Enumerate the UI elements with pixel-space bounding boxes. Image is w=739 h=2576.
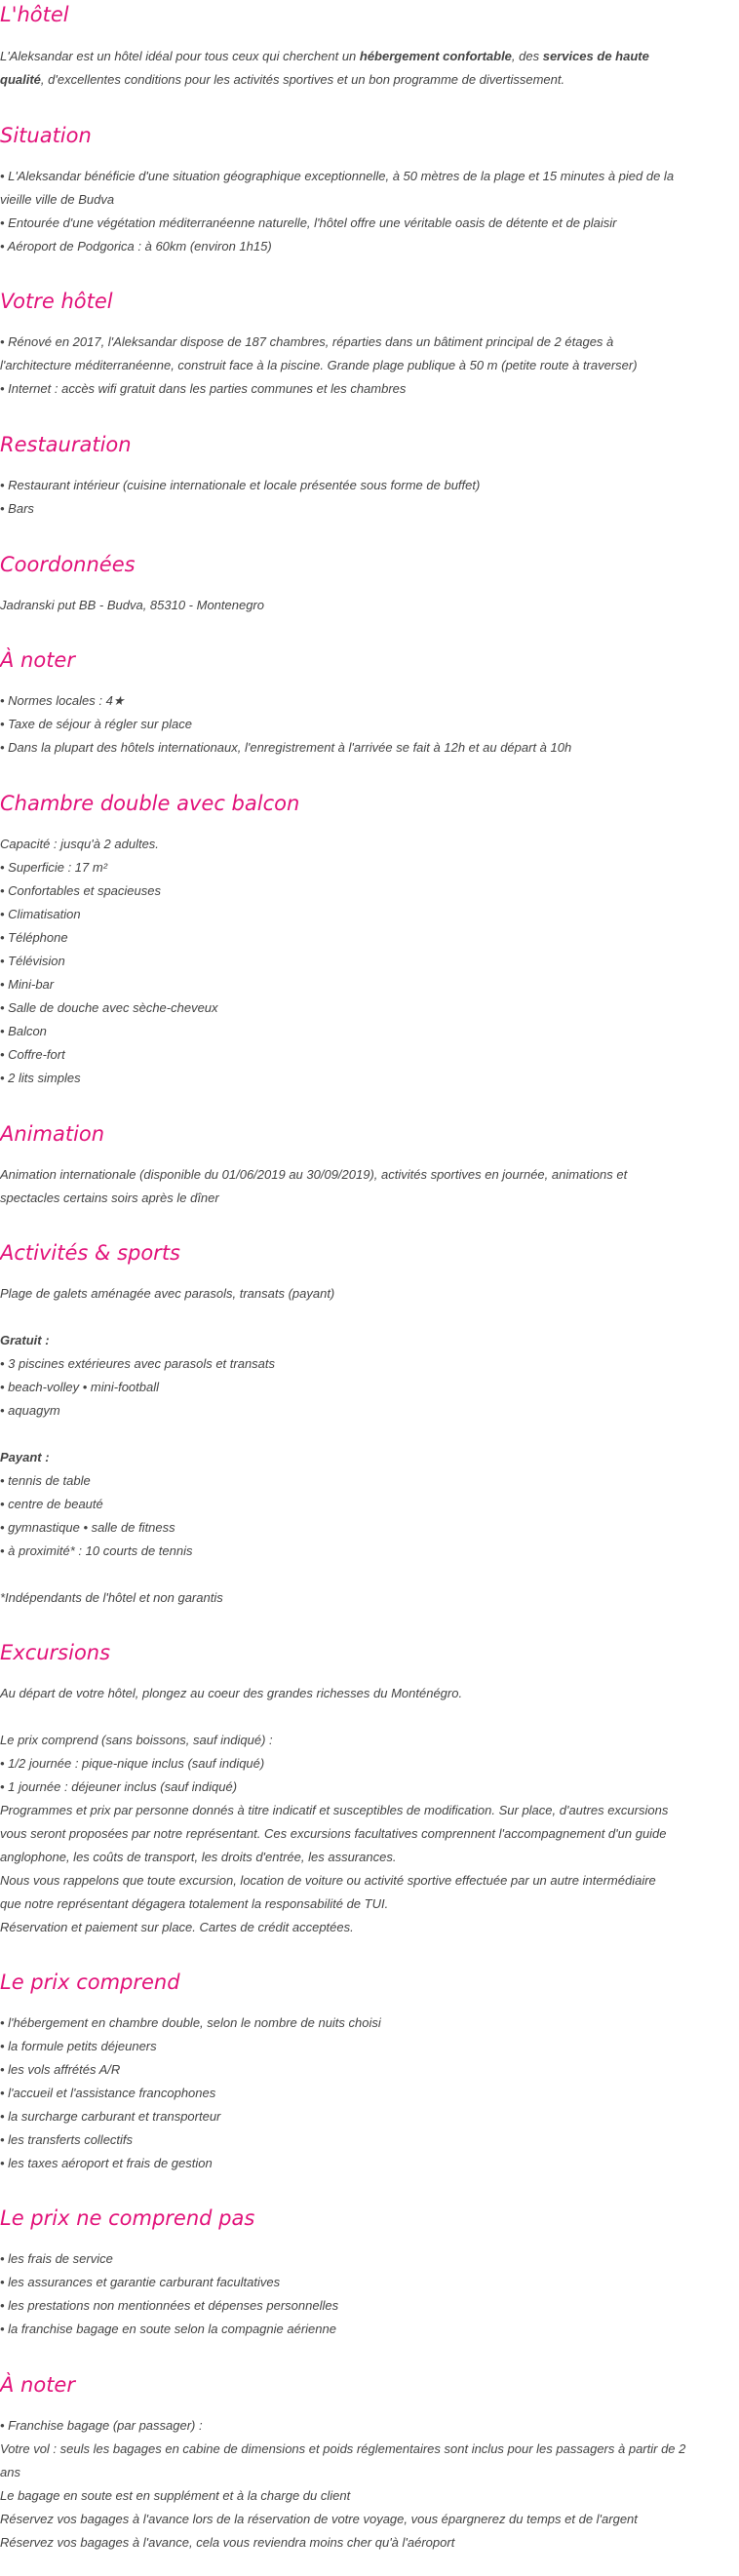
chambre-line: • Balcon xyxy=(0,1024,47,1038)
chambre-line: • Télévision xyxy=(0,954,65,968)
hotel-intro-line-2: qualité, d'excellentes conditions pour les activités sportives et un bon programme de divertissement. xyxy=(0,72,565,87)
excursions-line: vous seront proposées par notre représentant. Ces excursions facultatives comprennent l'accompagnement d'un guide xyxy=(0,1826,667,1841)
section-title-prix-ne-comprend: Le prix ne comprend pas xyxy=(0,2206,255,2230)
hotel-intro-line-1: L'Aleksandar est un hôtel idéal pour tous ceux qui cherchent un hébergement confortable, des services de haute xyxy=(0,49,649,63)
section-title-prix-comprend: Le prix comprend xyxy=(0,1971,180,1994)
prix-ne-comprend-item: • les assurances et garantie carburant facultatives xyxy=(0,2275,281,2289)
prix-ne-comprend-item: • les prestations non mentionnées et dépenses personnelles xyxy=(0,2298,339,2313)
section-title-situation: Situation xyxy=(0,124,92,147)
votre-hotel-line: l'architecture méditerranéenne, construit face à la piscine. Grande plage publique à 50 m (petite route à traverser) xyxy=(0,358,638,372)
a-noter-line: • Dans la plupart des hôtels internationaux, l'enregistrement à l'arrivée se fait à 12h et au départ à 10h xyxy=(0,740,572,755)
prix-comprend-item: • la surcharge carburant et transporteur xyxy=(0,2109,221,2124)
bagage-line: • Franchise bagage (par passager) : xyxy=(0,2418,203,2433)
activites-gratuit-item: • beach-volley • mini-football xyxy=(0,1380,160,1394)
animation-line: spectacles certains soirs après le dîner xyxy=(0,1190,219,1205)
bagage-line: Le bagage en soute est en supplément et à la charge du client xyxy=(0,2488,351,2503)
section-title-a-noter-bagage: À noter xyxy=(0,2373,75,2397)
section-title-restauration: Restauration xyxy=(0,433,132,456)
activites-payant-item: • tennis de table xyxy=(0,1473,91,1488)
activites-gratuit-item: • 3 piscines extérieures avec parasols et transats xyxy=(0,1356,276,1371)
excursions-intro: Au départ de votre hôtel, plongez au coeur des grandes richesses du Monténégro. xyxy=(0,1686,463,1700)
bagage-line: Réservez vos bagages à l'avance, cela vous reviendra moins cher qu'à l'aéroport xyxy=(0,2535,455,2550)
excursions-line: Programmes et prix par personne donnés à titre indicatif et susceptibles de modification. Sur place, d'autres excursions xyxy=(0,1803,669,1817)
chambre-line: • Superficie : 17 m² xyxy=(0,860,108,875)
excursions-line: Nous vous rappelons que toute excursion, location de voiture ou activité sportive effectuée par un autre intermédiaire xyxy=(0,1873,656,1888)
restauration-line: • Restaurant intérieur (cuisine internationale et locale présentée sous forme de buffet) xyxy=(0,478,481,492)
chambre-line: • Mini-bar xyxy=(0,977,55,992)
section-title-excursions: Excursions xyxy=(0,1641,111,1664)
restauration-line: • Bars xyxy=(0,501,34,516)
prix-comprend-item: • les transferts collectifs xyxy=(0,2132,134,2147)
situation-line: • Aéroport de Podgorica : à 60km (environ 1h15) xyxy=(0,239,272,254)
prix-ne-comprend-item: • les frais de service xyxy=(0,2251,113,2266)
votre-hotel-line: • Rénové en 2017, l'Aleksandar dispose de 187 chambres, réparties dans un bâtiment principal de 2 étages à xyxy=(0,334,614,349)
section-title-hotel: L'hôtel xyxy=(0,3,69,26)
activites-footnote: *Indépendants de l'hôtel et non garantis xyxy=(0,1590,223,1605)
prix-comprend-item: • l'hébergement en chambre double, selon le nombre de nuits choisi xyxy=(0,2015,381,2030)
chambre-line: • Téléphone xyxy=(0,930,68,945)
bagage-line: Votre vol : seuls les bagages en cabine de dimensions et poids réglementaires sont inclus pour les passagers à partir de 2 xyxy=(0,2441,686,2456)
prix-comprend-item: • l'accueil et l'assistance francophones xyxy=(0,2086,216,2100)
a-noter-line: • Normes locales : 4★ xyxy=(0,693,125,708)
activites-intro: Plage de galets aménagée avec parasols, transats (payant) xyxy=(0,1286,335,1301)
chambre-line: • Salle de douche avec sèche-cheveux xyxy=(0,1000,218,1015)
activites-payant-label: Payant : xyxy=(0,1450,50,1464)
excursions-line: Le prix comprend (sans boissons, sauf indiqué) : xyxy=(0,1733,273,1747)
excursions-line: • 1 journée : déjeuner inclus (sauf indiqué) xyxy=(0,1779,238,1794)
prix-comprend-item: • les taxes aéroport et frais de gestion xyxy=(0,2156,213,2170)
a-noter-line: • Taxe de séjour à régler sur place xyxy=(0,717,193,731)
section-title-coordonnees: Coordonnées xyxy=(0,553,136,576)
situation-line: • Entourée d'une végétation méditerranéenne naturelle, l'hôtel offre une véritable oasis de détente et de plaisir xyxy=(0,215,617,230)
animation-line: Animation internationale (disponible du 01/06/2019 au 30/09/2019), activités sportives en journée, animations et xyxy=(0,1167,628,1182)
excursions-line: anglophone, les coûts de transport, les droits d'entrée, les assurances. xyxy=(0,1850,397,1864)
prix-ne-comprend-item: • la franchise bagage en soute selon la compagnie aérienne xyxy=(0,2322,336,2336)
chambre-line: Capacité : jusqu'à 2 adultes. xyxy=(0,837,159,851)
activites-payant-item: • à proximité* : 10 courts de tennis xyxy=(0,1543,193,1558)
chambre-line: • Confortables et spacieuses xyxy=(0,883,161,898)
section-title-activites: Activités & sports xyxy=(0,1241,180,1265)
section-title-a-noter: À noter xyxy=(0,648,75,672)
situation-line: • L'Aleksandar bénéficie d'une situation géographique exceptionnelle, à 50 mètres de la plage et 15 minutes à pied de la xyxy=(0,169,675,183)
bagage-line: ans xyxy=(0,2465,20,2479)
chambre-line: • Coffre-fort xyxy=(0,1047,65,1062)
prix-comprend-item: • la formule petits déjeuners xyxy=(0,2039,157,2053)
excursions-line: • 1/2 journée : pique-nique inclus (sauf indiqué) xyxy=(0,1756,265,1771)
coordonnees-address: Jadranski put BB - Budva, 85310 - Montenegro xyxy=(0,598,264,612)
chambre-line: • 2 lits simples xyxy=(0,1071,81,1085)
activites-gratuit-item: • aquagym xyxy=(0,1403,60,1418)
excursions-line: que notre représentant dégagera totalement la responsabilité de TUI. xyxy=(0,1896,389,1911)
votre-hotel-line: • Internet : accès wifi gratuit dans les parties communes et les chambres xyxy=(0,381,407,396)
chambre-line: • Climatisation xyxy=(0,907,81,921)
bagage-line: Réservez vos bagages à l'avance lors de la réservation de votre voyage, vous épargnerez du temps et de l'argent xyxy=(0,2512,638,2526)
prix-comprend-item: • les vols affrétés A/R xyxy=(0,2062,121,2077)
activites-payant-item: • centre de beauté xyxy=(0,1497,103,1511)
excursions-line: Réservation et paiement sur place. Cartes de crédit acceptées. xyxy=(0,1920,354,1934)
activites-payant-item: • gymnastique • salle de fitness xyxy=(0,1520,175,1535)
section-title-animation: Animation xyxy=(0,1122,105,1146)
situation-line: vieille ville de Budva xyxy=(0,192,115,207)
section-title-chambre: Chambre double avec balcon xyxy=(0,792,300,815)
activites-gratuit-label: Gratuit : xyxy=(0,1333,50,1347)
section-title-votre-hotel: Votre hôtel xyxy=(0,290,113,313)
